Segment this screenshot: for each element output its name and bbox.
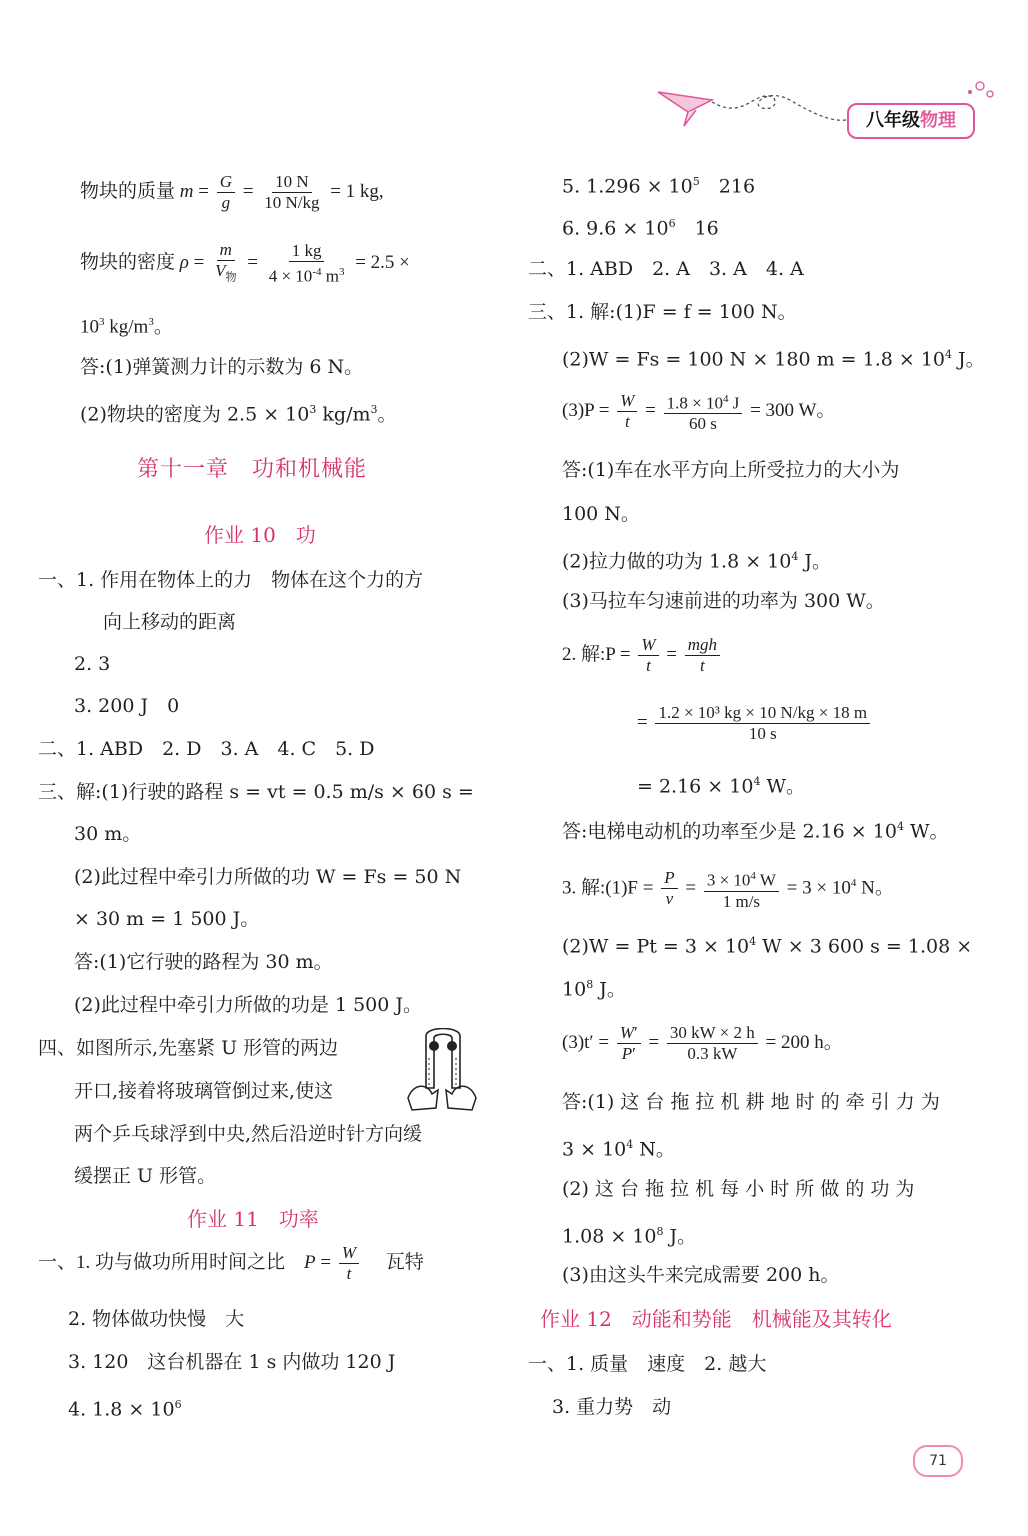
hw10-part4-line1: 四、如图所示,先塞紧 U 形管的两边 [38,1037,339,1059]
hw10-q3: 3. 200 J 0 [74,695,180,717]
hw12-q1: 一、1. 质量 速度 2. 越大 [528,1353,767,1375]
right-q6-text: 6. 9.6 × 10 [562,217,669,240]
right-ans-b1-line2: $3 \times 10^4$ N。 [562,1138,675,1161]
u-tube-hands-icon [398,1028,488,1114]
left-answer-2-text: (2)物块的密度为 2.5 × 10 [80,403,310,426]
mass-frac2-num: 10 N [272,172,312,193]
mass-frac2-den: 10 N/kg [264,193,320,213]
hw10-part2: 二、1. ABD 2. D 3. A 4. C 5. D [38,738,375,760]
right-ans-b1-line2-text: 3 × 10 [562,1138,627,1161]
density-frac: $\frac{m}{V_物}$ [215,240,237,284]
q2-frac-2: $\frac{\text{mgh}}{t}$ [685,635,720,676]
right-q3-2-text: (2)W = Pt = 3 × 10 [562,935,750,958]
right-q2-result: = $2.16 \times 10^4$ W。 [637,775,806,798]
power-frac-1: $\frac{W}{t}$ [617,391,637,432]
right-part3-3-result: = 300 W。 [750,400,836,421]
hw10-part3-line4: × 30 m = 1 500 J。 [74,908,260,930]
right-q3-3: (3)t′ = $\frac{W'}{P'}$ = $\frac{30 kW \times 2 h}{0.3 kW}$ = 200 h。 [562,1023,843,1064]
right-ans-b2-line1: (2) 这 台 拖 拉 机 每 小 时 所 做 的 功 为 [562,1178,915,1200]
mass-formula: 物块的质量 m = $\frac{G}{g}$ = $\frac{10 N}{10 N/kg}$ = 1 kg, [80,172,384,213]
hw10-q2: 2. 3 [74,653,111,675]
right-q2-answer-text: 答:电梯电动机的功率至少是 2.16 × 10 [562,820,897,843]
right-q3-2-cont-base: 10 [562,978,587,1001]
right-q3-3-result: = 200 h。 [765,1032,843,1053]
grade-label: 八年级 [866,110,920,131]
right-q2-answer: 答:电梯电动机的功率至少是 $2.16 \times 10^4$ W。 [562,820,949,843]
right-part2: 二、1. ABD 2. A 3. A 4. A [528,258,804,280]
subject-label: 物理 [920,110,956,131]
right-q6-tail: 16 [694,217,719,240]
left-answer-2: (2)物块的密度为 $2.5 \times 10^3$ $kg/m^3$。 [80,403,397,426]
density-frac2: $\frac{1 kg}{4 \times 10^{-4} m^3}$ [268,240,345,286]
grade-subject-badge [847,103,975,139]
hw10-answer1: 答:(1)它行驶的路程为 30 m。 [74,951,333,973]
hw12-q3: 3. 重力势 动 [552,1396,672,1418]
q3-frac-1: $\frac{P}{v}$ [661,868,677,909]
hw10-q1-line2: 向上移动的距离 [103,611,237,633]
q2-frac-1: $\frac{W}{t}$ [638,635,658,676]
right-part3-2: (2)W = Fs = 100 N × 180 $m = 1.8 \times 10^4$ J。 [562,348,985,371]
right-q2: 2. 解:P = $\frac{W}{t}$ = $\frac{\text{mgh}}{t}$ [562,632,723,678]
hw11-q4-text: 4. 1.8 × 10 [68,1398,175,1421]
right-ans-b2-line2-text: 1.08 × 10 [562,1225,657,1248]
right-ans2-text: (2)拉力做的功为 1.8 × 10 [562,550,792,573]
right-q6: 6. $9.6 \times 10^6$ 16 [562,217,719,240]
q3-frac-2: $\frac{3 \times 10^4 W}{1 m/s}$ [704,866,779,912]
q2-frac-3 [655,703,870,744]
right-ans-b2-line2: $1.08 \times 10^8$ J。 [562,1225,697,1248]
u-tube-illustration [398,1028,488,1114]
density-cont-base: 10 [80,316,99,338]
right-q3-2-mid: W × 3 600 s = 1.08 × [756,935,973,958]
hw11-q4: 4. $1.8 \times 10^6$ [68,1398,182,1421]
density-result: = 2.5 × [355,252,410,274]
hw10-part4-line4: 缓摆正 U 形管。 [74,1165,217,1187]
q3-frac-4: $\frac{30 kW \times 2 h}{0.3 kW}$ [667,1023,758,1064]
mass-result: = 1 kg, [330,181,384,202]
right-ans3: (3)马拉车匀速前进的功率为 300 W。 [562,590,885,612]
chapter-title: 第十一章 功和机械能 [137,457,368,482]
page-number: 71 [913,1445,963,1477]
right-q3-3-label: (3)t′ = [562,1032,614,1053]
right-q3-1-result: = 3 × 10 [786,877,851,899]
hw11-q1-frac: $\frac{W}{t}$ [339,1243,359,1284]
mass-label: 物块的质量 [80,181,180,202]
hw10-part3-line3: (2)此过程中牵引力所做的功 W = Fs = 50 N [74,866,462,888]
right-q3-1: 3. 解:(1)F = $\frac{P}{v}$ = $\frac{3 \times 10^4 W}{1 m/s}$ = $3 \times 10^4$ N。 [562,860,894,906]
right-q2-result-text: = 2.16 × 10 [637,775,754,798]
hw11-q1: 一、1. 功与做功所用时间之比 P = $\frac{W}{t}$ 瓦特 [38,1243,424,1284]
power-frac-2: $\frac{1.8 \times 10^4 J}{60 s}$ [664,389,743,435]
hw10-part4-line2: 开口,接着将玻璃管倒过来,使这 [74,1080,334,1102]
right-q3-2: $(2)W = Pt = 3 \times 10^4$ W × 3 600 s = 1.08 × [562,935,973,958]
right-ans-b3: (3)由这头牛来完成需要 200 h。 [562,1264,840,1286]
right-q2-step: = $\frac{\text{1.2 × 10³ kg × 10 N/kg × 18 m}}{10 s}$ [637,700,873,746]
density-formula: 物块的密度 ρ = $\frac{m}{V_物}$ = $\frac{1 kg}{4 \times 10^{-4} m^3}$ = 2.5 × [80,240,410,286]
right-q5-tail: 216 [718,175,756,198]
right-q5: 5. $1.296 \times 10^5$ 216 [562,175,756,198]
q2-frac-3-den: 10 s [748,724,777,744]
right-part3-3: (3)P = $\frac{W}{t}$ = $\frac{1.8 \times 10^4 J}{60 s}$ = 300 W。 [562,388,835,434]
right-ans1-line2: 100 N。 [562,503,640,525]
mass-frac-den: g [221,193,231,213]
right-part3-2-tail: J。 [952,348,985,371]
mass-frac [217,172,235,213]
hw10-answer2: (2)此过程中牵引力所做的功是 1 500 J。 [74,994,423,1016]
right-q2-label: 2. 解:P = [562,644,636,665]
q2-frac-3-num: 1.2 × 10³ kg × 10 N/kg × 18 m [655,703,870,724]
hw10-part3-line2: 30 m。 [74,823,142,845]
right-ans1-line1: 答:(1)车在水平方向上所受拉力的大小为 [562,459,900,481]
hw11-q1-text: 一、1. 功与做功所用时间之比 [38,1252,286,1273]
hw11-q2: 2. 物体做功快慢 大 [68,1308,245,1330]
right-q3-1-label: 3. 解:(1)F = [562,877,659,899]
right-part3-1: 三、1. 解:(1)F = f = 100 N。 [528,301,797,323]
right-q3-2-cont: $10^8$ J。 [562,978,626,1001]
mass-symbol: m [179,181,194,202]
density-label: 物块的密度 [80,252,180,274]
hw11-title: 作业 11 功率 [187,1207,319,1231]
hw10-part4-line3: 两个乒乓球浮到中央,然后沿逆时针方向缓 [74,1123,423,1145]
density-unit: kg/m [109,316,149,338]
mass-frac2 [261,172,322,213]
right-part3-3-label: (3)P = [562,400,615,421]
hw11-q3: 3. 120 这台机器在 1 s 内做功 120 J [68,1351,396,1373]
hw12-title: 作业 12 动能和势能 机械能及其转化 [540,1307,892,1331]
hw10-q1-line1: 一、1. 作用在物体上的力 物体在这个力的方 [38,569,424,591]
right-ans-b1-line1: 答:(1) 这 台 拖 拉 机 耕 地 时 的 牵 引 力 为 [562,1091,940,1113]
hw10-title: 作业 10 功 [204,523,316,547]
density-cont: $10^3$ $kg/m^3$。 [80,316,173,338]
mass-frac-num: G [219,172,232,192]
hw10-part3-line1: 三、解:(1)行驶的路程 s = vt = 0.5 m/s × 60 s = [38,781,474,803]
q3-frac-3: $\frac{W'}{P'}$ [617,1023,641,1064]
left-answer-1: 答:(1)弹簧测力计的示数为 6 N。 [80,356,364,378]
right-q5-text: 5. 1.296 × 10 [562,175,693,198]
right-part3-2-text: (2)W = Fs = 100 N × 180 m = 1.8 × 10 [562,348,946,371]
hw11-q1-unit: 瓦特 [385,1252,424,1273]
right-ans2: (2)拉力做的功为 $1.8 \times 10^4$ J。 [562,550,832,573]
